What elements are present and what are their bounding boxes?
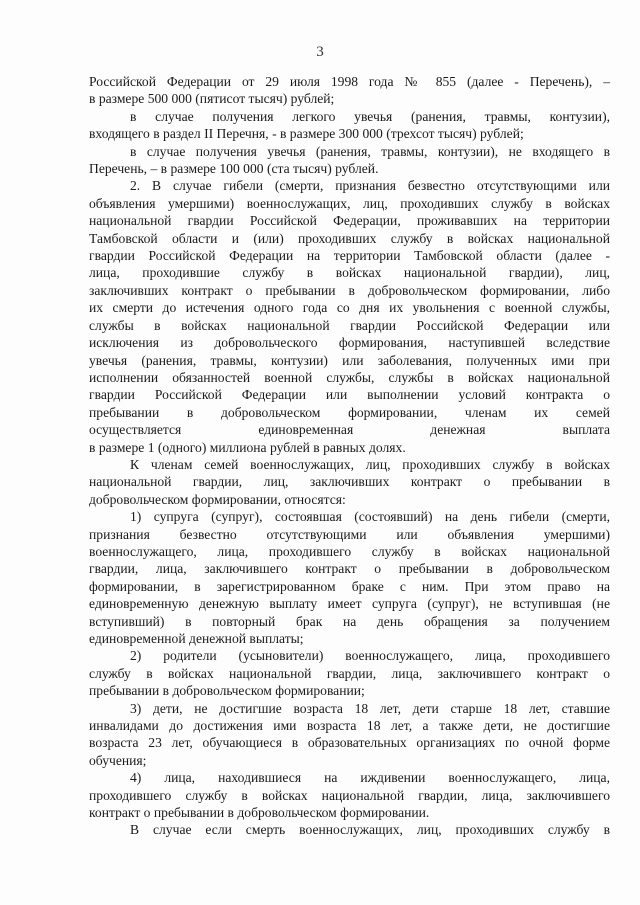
text-line: национальной гвардии Российской Федерации, проживавших на территории	[89, 213, 610, 229]
text-line: входящего в раздел II Перечня, - в размере 300 000 (трехсот тысяч) рублей;	[89, 126, 524, 142]
text-line: объявления умершими) военнослужащих, лиц, проходивших службу в войсках	[89, 195, 610, 211]
text-line: в случае получения легкого увечья (ранения, травмы, контузии),	[130, 108, 610, 124]
text-line: возраста 23 лет, обучающиеся в образовательных организациях по очной форме	[89, 735, 610, 751]
page-number: 3	[316, 44, 324, 60]
text-line: Перечень, – в размере 100 000 (ста тысяч) рублей.	[89, 161, 379, 177]
text-line: гвардии, лица, заключившего контракт о пребывании в добровольческом	[89, 561, 610, 577]
text-line: 1) супруга (супруг), состоявшая (состоявший) на день гибели (смерти,	[130, 509, 610, 525]
text-line: единовременной денежной выплаты;	[89, 631, 304, 646]
paragraph	[89, 143, 610, 178]
paragraph	[89, 508, 610, 647]
text-line: вступивший) в повторный брак на день обращения за получением	[89, 613, 610, 629]
text-line: заключивших контракт о пребывании в добровольческом формировании, либо	[89, 282, 610, 298]
text-line: исключения из добровольческого формирования, наступившей вследствие	[89, 335, 610, 351]
paragraph	[89, 700, 610, 770]
paragraph	[89, 769, 610, 821]
paragraph	[89, 108, 610, 143]
text-line: лица, проходившие службу в войсках национальной гвардии), лиц,	[89, 265, 610, 281]
text-line: пребывании в добровольческом формировании, членам их семей	[89, 404, 610, 420]
paragraph	[89, 647, 610, 699]
text-line: военнослужащего, лица, проходившего службу в войсках национальной	[89, 543, 610, 559]
text-line: в размере 1 (одного) миллиона рублей в равных долях.	[89, 439, 406, 455]
text-line: службу в войсках национальной гвардии, лица, заключившего контракт о	[89, 665, 610, 681]
paragraph	[89, 73, 610, 108]
text-line: осуществляется единовременная денежная выплата	[89, 422, 610, 438]
text-line: 4) лица, находившиеся на иждивении военнослужащего, лица,	[130, 770, 610, 786]
text-line: 2. В случае гибели (смерти, признания безвестно отсутствующими или	[130, 178, 610, 194]
text-line: единовременную денежную выплату имеет супруга (супруг), не вступившая (не	[89, 596, 610, 612]
document-body	[89, 73, 610, 839]
text-line: К членам семей военнослужащих, лиц, проходивших службу в войсках	[130, 456, 610, 472]
text-line: гвардии Российской Федерации на территории Тамбовской области (далее -	[89, 248, 610, 264]
text-line: формировании, в зарегистрированном браке с ним. При этом право на	[89, 578, 610, 594]
text-line: 2) родители (усыновители) военнослужащего, лица, проходившего	[130, 648, 610, 664]
text-line: исполнении обязанностей военной службы, службы в войсках национальной	[89, 369, 610, 385]
text-line: Тамбовской области и (или) проходивших службу в войсках национальной	[89, 230, 610, 246]
text-line: в размере 500 000 (пятисот тысяч) рублей;	[89, 91, 335, 107]
text-line: Российской Федерации от 29 июля 1998 года № 855 (далее - Перечень), –	[89, 74, 610, 89]
text-line: обучения;	[89, 752, 147, 768]
text-line: национальной гвардии, лиц, заключивших контракт о пребывании в	[89, 474, 610, 490]
text-line: 3) дети, не достигшие возраста 18 лет, дети старше 18 лет, ставшие	[130, 700, 610, 716]
text-line: их смерти до истечения одного года со дня их увольнения с военной службы,	[89, 300, 610, 316]
text-line: В случае если смерть военнослужащих, лиц, проходивших службу в	[130, 822, 610, 838]
text-line: в случае получения увечья (ранения, травмы, контузии), не входящего в	[130, 143, 610, 159]
text-line: контракт о пребывании в добровольческом формировании.	[89, 805, 430, 821]
text-line: инвалидами до достижения ими возраста 18 лет, а также дети, не достигшие	[89, 718, 610, 734]
paragraph	[89, 821, 610, 838]
text-line: пребывании в добровольческом формировании;	[89, 683, 365, 699]
text-line: добровольческом формировании, относятся:	[89, 491, 346, 507]
text-line: службы в войсках национальной гвардии Российской Федерации или	[89, 317, 610, 333]
text-line: проходившего службу в войсках национальной гвардии, лица, заключившего	[89, 787, 610, 803]
text-line: гвардии Российской Федерации или выполнении условий контракта о	[89, 387, 610, 403]
paragraph	[89, 177, 610, 456]
paragraph	[89, 456, 610, 508]
text-line: признания безвестно отсутствующими или объявления умершими)	[89, 526, 610, 542]
text-line: увечья (ранения, травмы, контузии) или заболевания, полученных ими при	[89, 352, 610, 368]
